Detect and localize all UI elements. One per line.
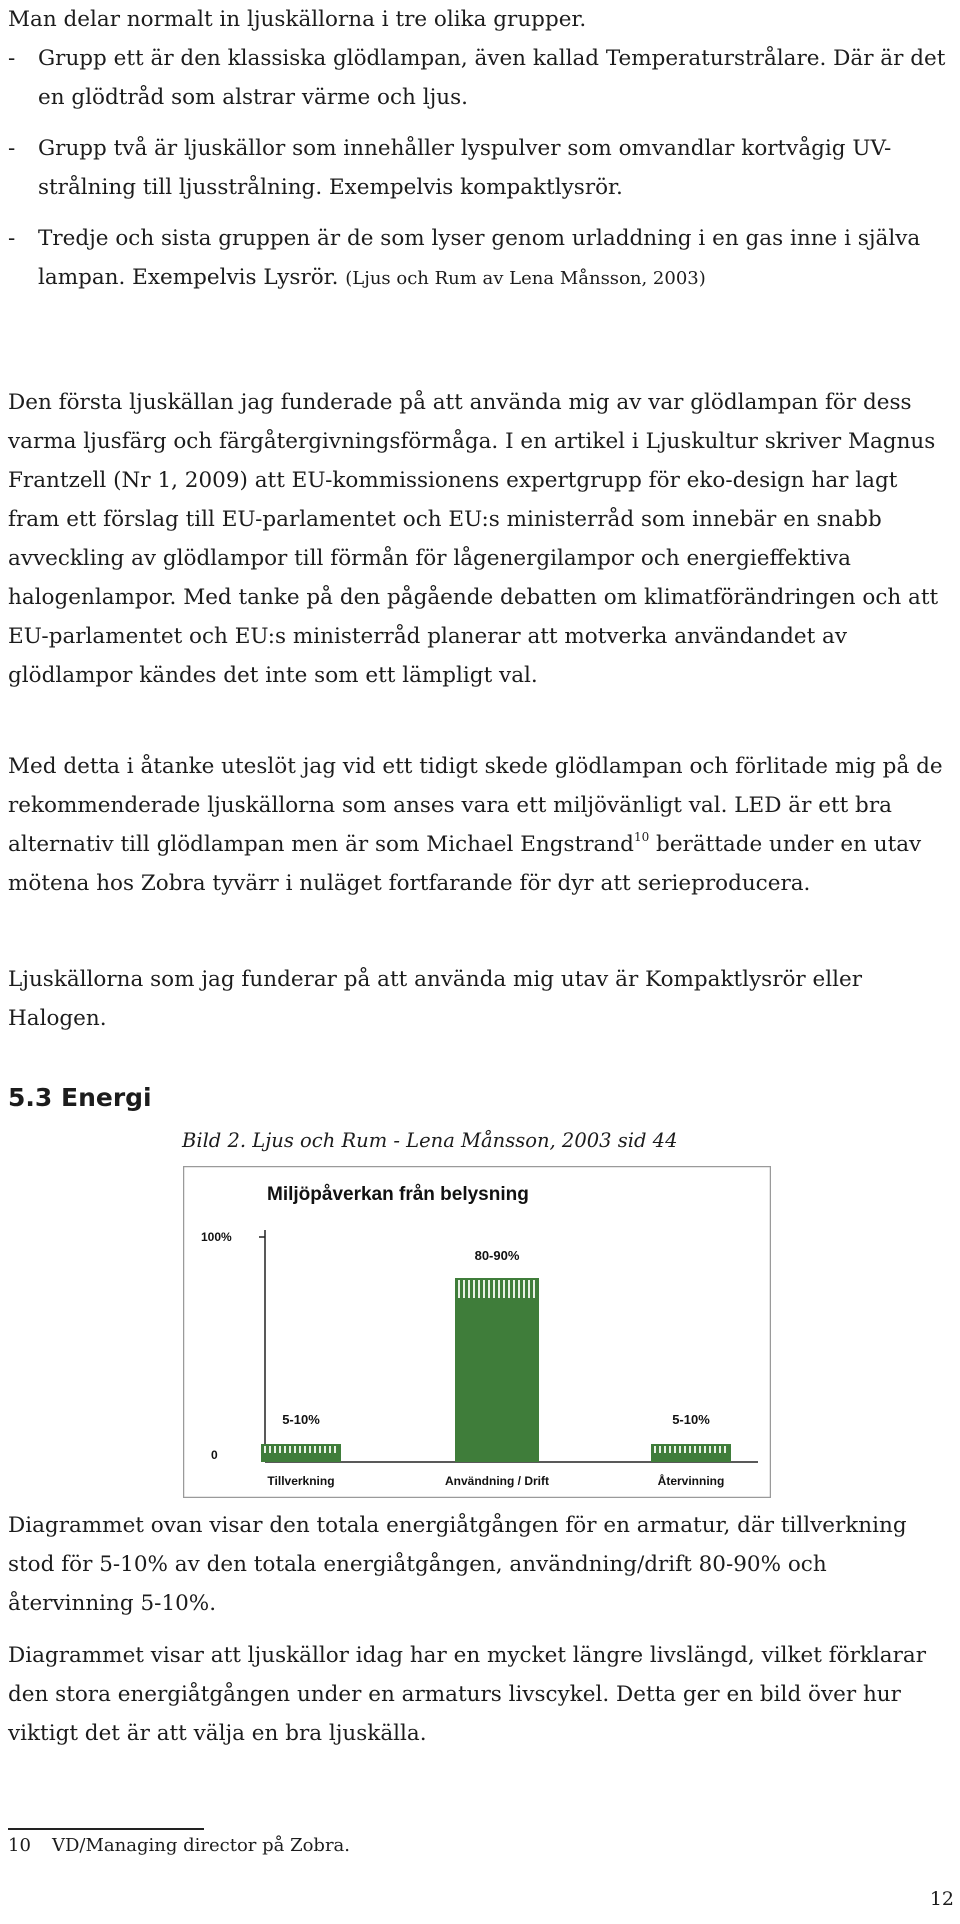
section-heading: 5.3 Energi <box>8 1083 152 1112</box>
paragraph-led <box>8 747 952 903</box>
data-label: 5-10% <box>672 1412 710 1427</box>
bar-texture <box>679 1446 681 1453</box>
bar-texture <box>533 1280 535 1298</box>
paragraph-text: berättade under en utav mötena hos Zobra tyvärr i nuläget fortfarande för dyr att serieproducera. <box>8 832 922 896</box>
chart-title: Miljöpåverkan från belysning <box>267 1184 529 1205</box>
paragraph-text: Med detta i åtanke uteslöt jag vid ett tidigt skede glödlampan och förlitade mig på de rekommenderade ljuskällorna som anses vara ett miljövänligt val. LED är ett bra alternativ till glödlampan men är som Michael Engstrand <box>8 754 943 857</box>
bar-texture <box>483 1280 485 1298</box>
y-tick-label: 100% <box>201 1230 232 1244</box>
list-dash: - <box>8 136 16 161</box>
bar-texture <box>478 1280 480 1298</box>
citation: (Ljus och Rum av Lena Månsson, 2003) <box>345 268 706 289</box>
bar-texture <box>468 1280 470 1298</box>
bar-texture <box>309 1446 311 1453</box>
bar-texture <box>508 1280 510 1298</box>
y-tick-label: 0 <box>211 1448 218 1462</box>
bar-texture <box>684 1446 686 1453</box>
bar-texture <box>488 1280 490 1298</box>
bar-texture <box>498 1280 500 1298</box>
bar-texture <box>714 1446 716 1453</box>
bar-texture <box>694 1446 696 1453</box>
bar-texture <box>334 1446 336 1453</box>
bar-texture <box>493 1280 495 1298</box>
bar-användning-drift <box>455 1278 539 1462</box>
bar-texture <box>674 1446 676 1453</box>
bar-texture <box>699 1446 701 1453</box>
figure-caption: Bild 2. Ljus och Rum - Lena Månsson, 2003 sid 44 <box>182 1129 678 1152</box>
list-dash: - <box>8 226 16 251</box>
bar-texture <box>304 1446 306 1453</box>
bar-texture <box>724 1446 726 1453</box>
group-text: Grupp ett är den klassiska glödlampan, även kallad Temperaturstrålare. Där är det en glödtråd som alstrar värme och ljus. <box>38 46 946 110</box>
footnote-rule <box>8 1828 204 1830</box>
bar-texture <box>523 1280 525 1298</box>
bar-texture <box>473 1280 475 1298</box>
bar-texture <box>659 1446 661 1453</box>
chart-svg <box>183 1166 771 1498</box>
group-text: Tredje och sista gruppen är de som lyser genom urladdning i en gas inne i själva lampan. Exempelvis Lysrör. <box>38 226 921 290</box>
bar-texture <box>269 1446 271 1453</box>
bar-texture <box>669 1446 671 1453</box>
list-item <box>8 39 952 117</box>
bar-texture <box>324 1446 326 1453</box>
data-label: 80-90% <box>474 1248 520 1263</box>
bar-texture <box>319 1446 321 1453</box>
paragraph-incandescent: Den första ljuskällan jag funderade på att använda mig av var glödlampan för dess varma ljusfärg och färgåtergivningsförmåga. I en artikel i Ljuskultur skriver Magnus Frantzell (Nr 1, 2009) att EU-kommissionens expertgrupp för eko-design har lagt fram ett förslag till EU-parlamentet och EU:s ministerråd som innebär en snabb avveckling av glödlampor till förmån för lågenergilampor och energieffektiva halogenlampor. Med tanke på den pågående debatten om klimatförändringen och att EU-parlamentet och EU:s ministerråd planerar att motverka användandet av glödlampor kändes det inte som ett lämpligt val. <box>8 390 939 688</box>
bar-texture <box>513 1280 515 1298</box>
footnote-ref: 10 <box>633 830 650 844</box>
bar-texture <box>528 1280 530 1298</box>
category-label: Användning / Drift <box>445 1474 549 1488</box>
bar-texture <box>654 1446 656 1453</box>
paragraph-choice: Ljuskällorna som jag funderar på att använda mig utav är Kompaktlysrör eller Halogen. <box>8 967 863 1031</box>
page-number: 12 <box>929 1888 954 1910</box>
bar-texture <box>704 1446 706 1453</box>
paragraph-diagram-conclusion: Diagrammet visar att ljuskällor idag har en mycket längre livslängd, vilket förklarar den stora energiåtgången under en armaturs livscykel. Detta ger en bild över hur viktigt det är att välja en bra ljuskälla. <box>8 1643 927 1746</box>
bar-texture <box>503 1280 505 1298</box>
light-source-groups <box>8 39 952 310</box>
bar-texture <box>279 1446 281 1453</box>
bar-texture <box>274 1446 276 1453</box>
paragraph-diagram-summary: Diagrammet ovan visar den totala energiåtgången för en armatur, där tillverkning stod för 5-10% av den totala energiåtgången, användning/drift 80-90% och återvinning 5-10%. <box>8 1513 907 1616</box>
bar-texture <box>264 1446 266 1453</box>
footnote <box>8 1832 350 1860</box>
bar-texture <box>329 1446 331 1453</box>
bar-texture <box>664 1446 666 1453</box>
bar-texture <box>719 1446 721 1453</box>
bar-texture <box>709 1446 711 1453</box>
list-item <box>8 219 952 298</box>
bar-texture <box>518 1280 520 1298</box>
chart-figure <box>183 1166 771 1498</box>
category-label: Återvinning <box>657 1474 725 1488</box>
list-dash: - <box>8 46 16 71</box>
intro-text: Man delar normalt in ljuskällorna i tre olika grupper. <box>8 7 587 32</box>
footnote-text: VD/Managing director på Zobra. <box>52 1835 351 1856</box>
data-label: 5-10% <box>282 1412 320 1427</box>
bar-texture <box>289 1446 291 1453</box>
bar-texture <box>689 1446 691 1453</box>
bar-texture <box>299 1446 301 1453</box>
group-text: Grupp två är ljuskällor som innehåller lyspulver som omvandlar kortvågig UV-strålning till ljusstrålning. Exempelvis kompaktlysrör. <box>38 136 892 200</box>
footnote-number: 10 <box>8 1835 31 1856</box>
bar-texture <box>294 1446 296 1453</box>
bar-texture <box>284 1446 286 1453</box>
category-label: Tillverkning <box>267 1474 335 1488</box>
bar-texture <box>463 1280 465 1298</box>
bar-texture <box>314 1446 316 1453</box>
list-item <box>8 129 952 207</box>
bar-texture <box>458 1280 460 1298</box>
